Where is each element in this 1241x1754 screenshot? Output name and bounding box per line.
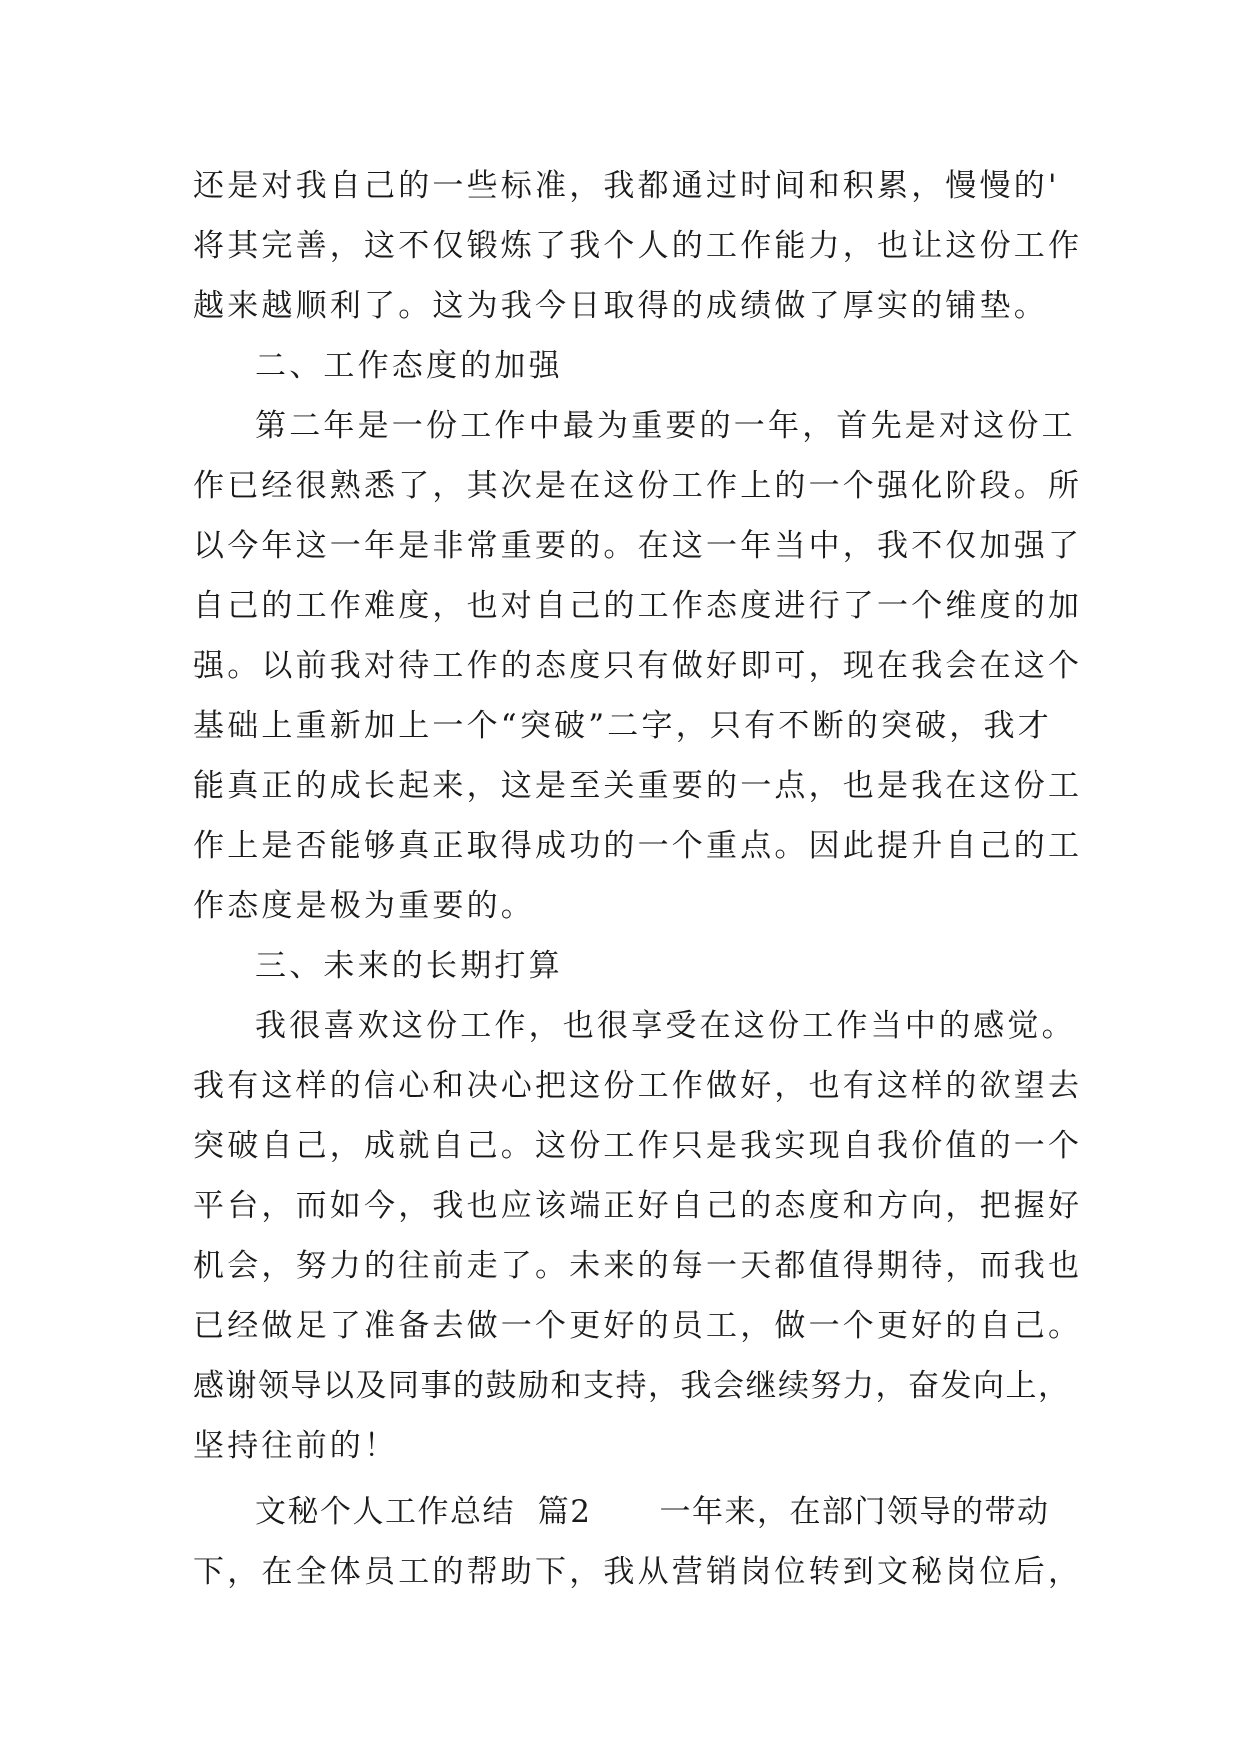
text-line: 强。以前我对待工作的态度只有做好即可，现在我会在这个 <box>193 648 1083 684</box>
text-line: 作已经很熟悉了，其次是在这份工作上的一个强化阶段。所 <box>193 468 1083 504</box>
section-heading: 二、工作态度的加强 <box>255 348 563 384</box>
text-line: 作上是否能够真正取得成功的一个重点。因此提升自己的工 <box>193 828 1083 864</box>
text-line: 机会，努力的往前走了。未来的每一天都值得期待，而我也 <box>193 1248 1083 1284</box>
text-line: 我有这样的信心和决心把这份工作做好，也有这样的欲望去 <box>193 1068 1083 1104</box>
article-title-line: 文秘个人工作总结 篇2 一年来，在部门领导的带动 <box>255 1494 1050 1530</box>
text-line: 我很喜欢这份工作，也很享受在这份工作当中的感觉。 <box>255 1008 1076 1044</box>
text-line: 越来越顺利了。这为我今日取得的成绩做了厚实的铺垫。 <box>193 288 1048 324</box>
text-line: 第二年是一份工作中最为重要的一年，首先是对这份工 <box>255 408 1076 444</box>
document-body <box>193 156 1083 1602</box>
text-line: 突破自己，成就自己。这份工作只是我实现自我价值的一个 <box>193 1128 1083 1164</box>
text-line: 将其完善，这不仅锻炼了我个人的工作能力，也让这份工作 <box>193 228 1083 264</box>
text-line: 作态度是极为重要的。 <box>193 888 535 924</box>
text-line: 还是对我自己的一些标准，我都通过时间和积累，慢慢的' <box>193 168 1060 204</box>
text-line: 能真正的成长起来，这是至关重要的一点，也是我在这份工 <box>193 768 1083 804</box>
text-line: 基础上重新加上一个“突破”二字，只有不断的突破，我才 <box>193 708 1052 744</box>
text-line: 坚持往前的！ <box>193 1428 399 1464</box>
text-line: 自己的工作难度，也对自己的工作态度进行了一个维度的加 <box>193 588 1083 624</box>
text-line: 已经做足了准备去做一个更好的员工，做一个更好的自己。 <box>193 1308 1083 1344</box>
text-line: 平台，而如今，我也应该端正好自己的态度和方向，把握好 <box>193 1188 1083 1224</box>
text-line: 以今年这一年是非常重要的。在这一年当中，我不仅加强了 <box>193 528 1083 564</box>
section-heading: 三、未来的长期打算 <box>255 948 563 984</box>
text-line: 下，在全体员工的帮助下，我从营销岗位转到文秘岗位后， <box>193 1554 1083 1590</box>
text-line: 感谢领导以及同事的鼓励和支持，我会继续努力，奋发向上， <box>193 1368 1071 1404</box>
